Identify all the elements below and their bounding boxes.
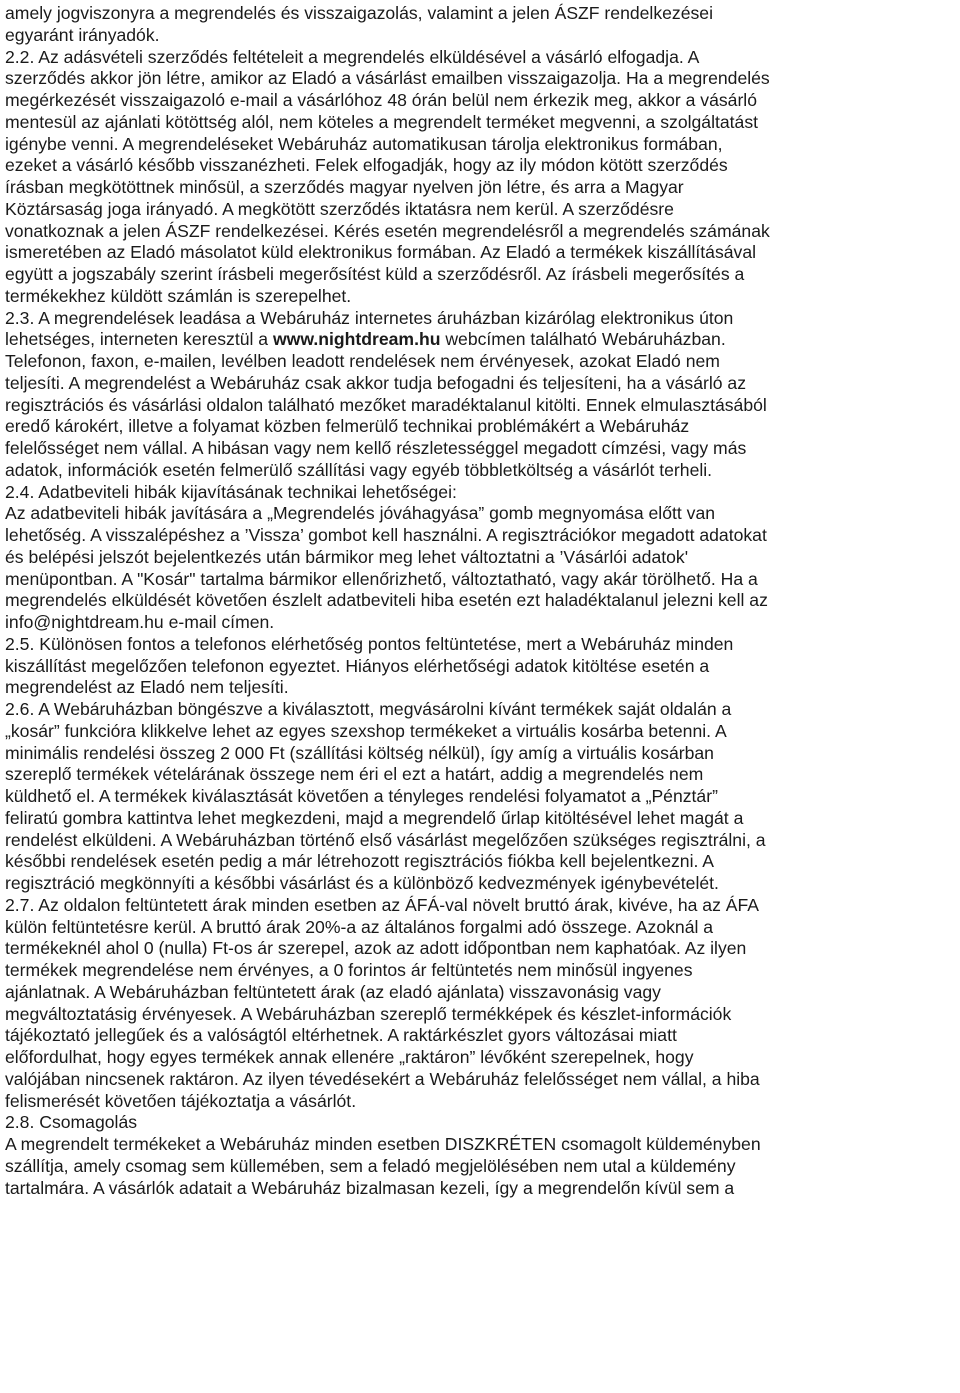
text-line: menüpontban. A "Kosár" tartalma bármikor ellenőrizhető, változtatható, vagy akár törölhető. Ha a — [5, 568, 758, 589]
text-line: adatok, információk esetén felmerülő szállítási vagy egyéb többletköltség a vásárlót terheli. — [5, 459, 713, 480]
text-line: tartalmára. A vásárlók adatait a Webáruház bizalmasan kezeli, így a megrendelőn kívül sem a — [5, 1177, 735, 1198]
text-line: és belépési jelszót bejelentkezés után bármikor meg lehet változtatni a ’Vásárlói adatok' — [5, 546, 689, 567]
text-line-lead: lehetséges, interneten keresztül a — [5, 329, 273, 350]
text-line: 2.5. Különösen fontos a telefonos elérhetőség pontos feltüntetése, mert a Webáruház minden — [5, 633, 734, 654]
text-line: vonatkoznak a jelen ÁSZF rendelkezései. Kérés esetén megrendelésről a megrendelés számának — [5, 220, 770, 241]
text-line: igénybe venni. A megrendeléseket Webáruház automatikusan tárolja elektronikus formában, — [5, 133, 723, 154]
text-line: lehetőség. A visszalépéshez a ’Vissza’ gombot kell használni. A regisztrációkor megadott adatokat — [5, 525, 767, 545]
text-line: regisztrációs és vásárlási oldalon található mezőket maradéktalanul kitölti. Ennek elmulasztásából — [5, 394, 767, 415]
text-line: Az adatbeviteli hibák javítására a „Megrendelés jóváhagyása” gomb megnyomása előtt van — [5, 503, 716, 524]
text-line: kiszállítást megelőzően telefonon egyeztet. Hiányos elérhetőségi adatok kitöltése esetén a — [5, 655, 710, 676]
text-line: ajánlatnak. A Webáruházban feltüntetett árak (az eladó ajánlata) visszavonásig vagy — [5, 981, 661, 1002]
text-line: későbbi rendelések esetén pedig a már létrehozott regisztrációs fiókba kell bejelentkezni. A — [5, 851, 715, 872]
text-line: 2.7. Az oldalon feltüntetett árak minden esetben az ÁFÁ-val növelt bruttó árak, kivéve, ha az ÁFA — [5, 894, 760, 915]
text-line: 2.3. A megrendelések leadása a Webáruház internetes áruházban kizárólag elektronikus úton — [5, 307, 734, 328]
text-line: küldhető el. A termékek kiválasztását követően a tényleges rendelési folyamatot a „Pénztár” — [5, 786, 718, 806]
text-line: Telefonon, faxon, e-mailen, levélben leadott rendelések nem érvényesek, azokat Eladó nem — [5, 351, 720, 371]
text-line: termékek megrendelése nem érvényes, a 0 forintos ár feltüntetés nem minősül ingyenes — [5, 960, 693, 980]
text-line: 2.2. Az adásvételi szerződés feltételeit a megrendelés elküldésével a vásárló elfogadja. A — [5, 46, 700, 67]
text-line: minimális rendelési összeg 2 000 Ft (szállítási költség nélkül), így amíg a virtuális kosárban — [5, 742, 714, 763]
website-link[interactable]: www.nightdream.hu — [272, 329, 441, 350]
text-line: együtt a jogszabály szerint írásbeli megerősítést küld a szerződésről. Az írásbeli megerősítés a — [5, 264, 745, 284]
text-line: felismerését követően tájékoztatja a vásárlót. — [5, 1090, 357, 1111]
text-line: teljesíti. A megrendelést a Webáruház csak akkor tudja befogadni és teljesíteni, ha a vásárló az — [5, 372, 746, 393]
text-line: regisztráció megkönnyíti a későbbi vásárlást és a különböző kedvezmények igénybevételét. — [5, 873, 719, 893]
text-line: megváltoztatásig érvényesek. A Webáruházban szereplő termékképek és készlet-információk — [5, 1003, 732, 1024]
text-line: ismeretében az Eladó másolatot küld elektronikus formában. Az Eladó a termékek kiszállításával — [5, 242, 757, 263]
text-line: egyaránt irányadók. — [5, 24, 160, 45]
text-line — [5, 329, 955, 351]
text-line: termékeknél ahol 0 (nulla) Ft-os ár szerepel, azok az adott időpontban nem kaphatóak. Az ilyen — [5, 938, 747, 959]
text-line: 2.4. Adatbeviteli hibák kijavításának technikai lehetőségei: — [5, 481, 457, 502]
text-line: külön feltüntetésre kerül. A bruttó árak 20%-a az általános forgalmi adó összege. Azoknál a — [5, 916, 714, 937]
text-line: szállítja, amely csomag sem küllemében, sem a feladó megjelölésében nem utal a küldemény — [5, 1155, 736, 1176]
document-body — [5, 0, 955, 1199]
text-line: írásban megkötöttnek minősül, a szerződés magyar nyelven jön létre, és arra a Magyar — [5, 177, 684, 197]
text-line: megérkezését visszaigazoló e-mail a vásárlóhoz 48 órán belül nem érkezik meg, akkor a vásárló — [5, 90, 757, 110]
text-line: „kosár” funkcióra klikkelve lehet az egyes szexshop termékeket a virtuális kosárba betenni. A — [5, 720, 727, 741]
text-line-tail: webcímen található Webáruházban. — [440, 329, 726, 350]
text-line: tájékoztató jellegűek és a valóságtól eltérhetnek. A raktárkészlet gyors változásai miatt — [5, 1025, 677, 1046]
text-line: valójában nincsenek raktáron. Az ilyen tévedésekért a Webáruház felelősséget nem vállal, a hiba — [5, 1068, 760, 1089]
text-line: megrendelés elküldését követően észlelt adatbeviteli hiba esetén ezt haladéktalanul jelezni kell az — [5, 590, 768, 611]
text-line: előfordulhat, hogy egyes termékek annak ellenére „raktáron” lévőként szerepelnek, hogy — [5, 1047, 694, 1067]
text-line: Köztársaság joga irányadó. A megkötött szerződés iktatásra nem kerül. A szerződésre — [5, 198, 674, 219]
text-line: felelősséget nem vállal. A hibásan vagy nem kellő részletességgel megadott címzési, vagy más — [5, 438, 747, 458]
text-line: info@nightdream.hu e-mail címen. — [5, 612, 275, 632]
text-line: szerződés akkor jön létre, amikor az Eladó a vásárlást emailben visszaigazolja. Ha a megrendelés — [5, 68, 770, 89]
text-line: amely jogviszonyra a megrendelés és visszaigazolás, valamint a jelen ÁSZF rendelkezései — [5, 3, 713, 23]
text-line: 2.8. Csomagolás — [5, 1112, 138, 1133]
text-line: 2.6. A Webáruházban böngészve a kiválasztott, megvásárolni kívánt termékek saját oldalán a — [5, 699, 732, 719]
text-line: mentesül az ajánlati kötöttség alól, nem köteles a megrendelt terméket megvenni, a szolgáltatást — [5, 111, 759, 132]
text-line: szereplő termékek vételárának összege nem éri el ezt a határt, addig a megrendelés nem — [5, 764, 704, 785]
text-line: megrendelést az Eladó nem teljesíti. — [5, 677, 289, 698]
text-line: ezeket a vásárló később visszanézheti. Felek elfogadják, hogy az ily módon kötött szerződés — [5, 155, 728, 176]
text-line: eredő károkért, illetve a folyamat közben felmerülő technikai problémákért a Webáruház — [5, 416, 690, 437]
text-line: feliratú gombra kattintva lehet megkezdeni, majd a megrendelő űrlap kitöltésével lehet magát a — [5, 807, 744, 828]
text-line: termékekhez küldött számlán is szerepelhet. — [5, 285, 352, 306]
text-line: A megrendelt termékeket a Webáruház minden esetben DISZKRÉTEN csomagolt küldeményben — [5, 1134, 761, 1154]
text-line: rendelést elküldeni. A Webáruházban történő első vásárlást megelőzően szükséges regisztrálni, a — [5, 829, 766, 850]
